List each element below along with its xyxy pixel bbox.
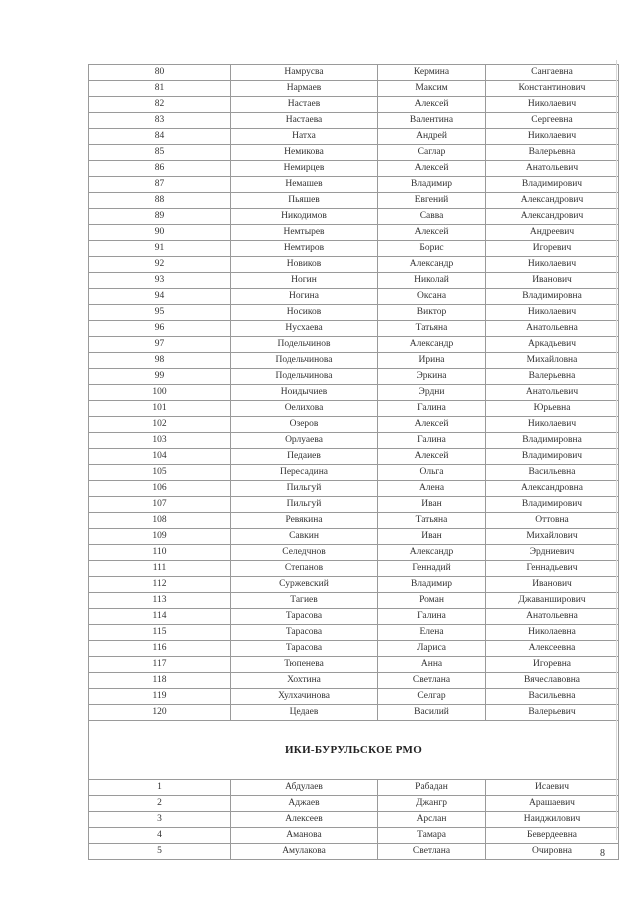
cell-last-name: Цедаев [231,705,378,721]
cell-first-name: Галина [378,609,486,625]
cell-number: 2 [89,796,231,812]
table-row [89,289,619,305]
cell-patronymic: Бевердеевна [486,828,619,844]
cell-first-name: Алексей [378,161,486,177]
cell-number: 95 [89,305,231,321]
cell-patronymic: Александрович [486,193,619,209]
cell-patronymic: Николаевич [486,305,619,321]
cell-last-name: Подельчинова [231,369,378,385]
cell-last-name: Немирцев [231,161,378,177]
cell-patronymic: Иванович [486,577,619,593]
cell-patronymic: Константинович [486,81,619,97]
cell-patronymic: Сергеевна [486,113,619,129]
cell-patronymic: Эрдниевич [486,545,619,561]
cell-first-name: Светлана [378,673,486,689]
cell-number: 103 [89,433,231,449]
cell-first-name: Александр [378,257,486,273]
cell-first-name: Александр [378,337,486,353]
table-row [89,321,619,337]
cell-number: 94 [89,289,231,305]
cell-last-name: Немашев [231,177,378,193]
table-row [89,225,619,241]
cell-number: 84 [89,129,231,145]
cell-last-name: Амулакова [231,844,378,860]
cell-first-name: Виктор [378,305,486,321]
table-row [89,577,619,593]
table-row [89,529,619,545]
cell-last-name: Ногина [231,289,378,305]
cell-patronymic: Николаевич [486,97,619,113]
table-row [89,209,619,225]
cell-last-name: Селедчнов [231,545,378,561]
cell-first-name: Алексей [378,449,486,465]
table-row [89,273,619,289]
cell-first-name: Андрей [378,129,486,145]
table-row [89,609,619,625]
cell-patronymic: Геннадьевич [486,561,619,577]
cell-last-name: Пьяшев [231,193,378,209]
table-row [89,337,619,353]
cell-patronymic: Игоревна [486,657,619,673]
cell-last-name: Алексеев [231,812,378,828]
cell-number: 106 [89,481,231,497]
cell-first-name: Галина [378,401,486,417]
cell-first-name: Алексей [378,417,486,433]
table-row [89,65,619,81]
table-row [89,561,619,577]
cell-number: 112 [89,577,231,593]
cell-first-name: Евгений [378,193,486,209]
cell-patronymic: Анатольевич [486,161,619,177]
cell-last-name: Пильгуй [231,497,378,513]
cell-last-name: Немтиров [231,241,378,257]
cell-number: 119 [89,689,231,705]
cell-patronymic: Владимировна [486,433,619,449]
cell-first-name: Эрдни [378,385,486,401]
cell-number: 116 [89,641,231,657]
cell-number: 85 [89,145,231,161]
cell-last-name: Намрусва [231,65,378,81]
cell-last-name: Никодимов [231,209,378,225]
cell-patronymic: Сангаевна [486,65,619,81]
scan-mark [616,60,617,840]
cell-patronymic: Владимирович [486,177,619,193]
cell-first-name: Борис [378,241,486,257]
table-row [89,481,619,497]
table-row [89,177,619,193]
cell-number: 105 [89,465,231,481]
cell-first-name: Валентина [378,113,486,129]
cell-patronymic: Оттовна [486,513,619,529]
cell-last-name: Тарасова [231,641,378,657]
cell-patronymic: Владимирович [486,497,619,513]
cell-patronymic: Николаевич [486,257,619,273]
cell-last-name: Нармаев [231,81,378,97]
cell-patronymic: Наиджилович [486,812,619,828]
cell-first-name: Елена [378,625,486,641]
cell-patronymic: Валерьевна [486,369,619,385]
cell-last-name: Педаиев [231,449,378,465]
table-row [89,417,619,433]
cell-number: 102 [89,417,231,433]
cell-number: 98 [89,353,231,369]
cell-number: 5 [89,844,231,860]
cell-last-name: Орлуаева [231,433,378,449]
cell-last-name: Хулхачинова [231,689,378,705]
cell-last-name: Суржевский [231,577,378,593]
cell-first-name: Галина [378,433,486,449]
cell-number: 113 [89,593,231,609]
cell-number: 93 [89,273,231,289]
cell-last-name: Носиков [231,305,378,321]
cell-first-name: Светлана [378,844,486,860]
table-row [89,705,619,721]
cell-last-name: Ноидычиев [231,385,378,401]
cell-patronymic: Очировна [486,844,619,860]
table-row [89,113,619,129]
cell-patronymic: Михайлович [486,529,619,545]
cell-first-name: Максим [378,81,486,97]
cell-last-name: Новиков [231,257,378,273]
cell-first-name: Александр [378,545,486,561]
cell-first-name: Ирина [378,353,486,369]
cell-patronymic: Анатольевна [486,609,619,625]
roster-table-body [89,65,619,860]
cell-patronymic: Владимировна [486,289,619,305]
cell-number: 4 [89,828,231,844]
table-row [89,844,619,860]
table-row [89,353,619,369]
table-row [89,497,619,513]
cell-number: 1 [89,780,231,796]
cell-patronymic: Александровна [486,481,619,497]
table-row [89,673,619,689]
cell-first-name: Арслан [378,812,486,828]
cell-patronymic: Анатольевна [486,321,619,337]
cell-first-name: Роман [378,593,486,609]
cell-last-name: Подельчинова [231,353,378,369]
cell-first-name: Алена [378,481,486,497]
cell-number: 101 [89,401,231,417]
cell-number: 81 [89,81,231,97]
table-row [89,465,619,481]
cell-patronymic: Валерьевич [486,705,619,721]
cell-number: 89 [89,209,231,225]
cell-number: 92 [89,257,231,273]
page-number: 8 [600,848,605,859]
cell-first-name: Саглар [378,145,486,161]
table-row [89,593,619,609]
cell-last-name: Подельчинов [231,337,378,353]
cell-first-name: Алексей [378,97,486,113]
cell-number: 120 [89,705,231,721]
cell-last-name: Немикова [231,145,378,161]
cell-number: 110 [89,545,231,561]
cell-number: 117 [89,657,231,673]
cell-last-name: Аманова [231,828,378,844]
cell-last-name: Озеров [231,417,378,433]
cell-patronymic: Арашаевич [486,796,619,812]
cell-patronymic: Юрьевна [486,401,619,417]
table-row [89,625,619,641]
cell-first-name: Анна [378,657,486,673]
cell-first-name: Татьяна [378,513,486,529]
table-row [89,657,619,673]
table-row [89,129,619,145]
table-row [89,812,619,828]
table-row [89,796,619,812]
table-row [89,161,619,177]
cell-last-name: Степанов [231,561,378,577]
cell-last-name: Абдулаев [231,780,378,796]
cell-patronymic: Васильевна [486,465,619,481]
table-row [89,81,619,97]
cell-number: 118 [89,673,231,689]
table-row [89,513,619,529]
cell-first-name: Савва [378,209,486,225]
cell-first-name: Алексей [378,225,486,241]
cell-patronymic: Иванович [486,273,619,289]
table-row [89,545,619,561]
cell-patronymic: Васильевна [486,689,619,705]
cell-last-name: Ревякина [231,513,378,529]
cell-first-name: Рабадан [378,780,486,796]
cell-patronymic: Николаевич [486,129,619,145]
cell-first-name: Эркина [378,369,486,385]
cell-last-name: Тагиев [231,593,378,609]
cell-patronymic: Андреевич [486,225,619,241]
cell-number: 96 [89,321,231,337]
table-row [89,241,619,257]
cell-first-name: Василий [378,705,486,721]
cell-first-name: Ольга [378,465,486,481]
table-row [89,97,619,113]
table-row [89,257,619,273]
table-row [89,305,619,321]
cell-number: 82 [89,97,231,113]
cell-number: 104 [89,449,231,465]
cell-first-name: Джангр [378,796,486,812]
cell-last-name: Тарасова [231,625,378,641]
cell-number: 86 [89,161,231,177]
cell-last-name: Пильгуй [231,481,378,497]
cell-patronymic: Владимирович [486,449,619,465]
cell-patronymic: Исаевич [486,780,619,796]
cell-patronymic: Николаевич [486,417,619,433]
cell-number: 90 [89,225,231,241]
cell-last-name: Оелихова [231,401,378,417]
cell-last-name: Савкин [231,529,378,545]
cell-patronymic: Игоревич [486,241,619,257]
table-row [89,689,619,705]
section-row [89,721,619,780]
cell-patronymic: Аркадьевич [486,337,619,353]
table-row [89,401,619,417]
table-row [89,145,619,161]
table-row [89,828,619,844]
table-row [89,193,619,209]
cell-first-name: Оксана [378,289,486,305]
cell-last-name: Тюпенева [231,657,378,673]
cell-number: 107 [89,497,231,513]
cell-last-name: Хохтина [231,673,378,689]
cell-number: 108 [89,513,231,529]
cell-patronymic: Анатольевич [486,385,619,401]
cell-first-name: Николай [378,273,486,289]
section-heading: ИКИ-БУРУЛЬСКОЕ РМО [89,721,619,780]
cell-number: 114 [89,609,231,625]
cell-first-name: Иван [378,497,486,513]
cell-number: 91 [89,241,231,257]
table-row [89,780,619,796]
cell-patronymic: Алексеевна [486,641,619,657]
cell-last-name: Настаев [231,97,378,113]
cell-patronymic: Валерьевна [486,145,619,161]
cell-first-name: Владимир [378,177,486,193]
cell-first-name: Татьяна [378,321,486,337]
table-row [89,641,619,657]
cell-number: 87 [89,177,231,193]
cell-last-name: Ногин [231,273,378,289]
cell-number: 3 [89,812,231,828]
table-row [89,433,619,449]
cell-last-name: Настаева [231,113,378,129]
cell-number: 80 [89,65,231,81]
cell-last-name: Пересадина [231,465,378,481]
cell-number: 100 [89,385,231,401]
cell-number: 97 [89,337,231,353]
cell-number: 83 [89,113,231,129]
cell-last-name: Тарасова [231,609,378,625]
cell-last-name: Немтырев [231,225,378,241]
cell-first-name: Тамара [378,828,486,844]
cell-number: 88 [89,193,231,209]
cell-patronymic: Николаевна [486,625,619,641]
cell-number: 115 [89,625,231,641]
cell-first-name: Владимир [378,577,486,593]
table-row [89,449,619,465]
cell-patronymic: Александрович [486,209,619,225]
cell-patronymic: Джаванширович [486,593,619,609]
cell-first-name: Селгар [378,689,486,705]
cell-last-name: Натха [231,129,378,145]
cell-last-name: Аджаев [231,796,378,812]
table-row [89,369,619,385]
cell-first-name: Кермина [378,65,486,81]
cell-patronymic: Михайловна [486,353,619,369]
roster-table [88,64,619,860]
cell-number: 111 [89,561,231,577]
table-row [89,385,619,401]
cell-first-name: Лариса [378,641,486,657]
cell-number: 109 [89,529,231,545]
cell-patronymic: Вячеславовна [486,673,619,689]
cell-last-name: Нусхаева [231,321,378,337]
cell-first-name: Иван [378,529,486,545]
cell-number: 99 [89,369,231,385]
cell-first-name: Геннадий [378,561,486,577]
